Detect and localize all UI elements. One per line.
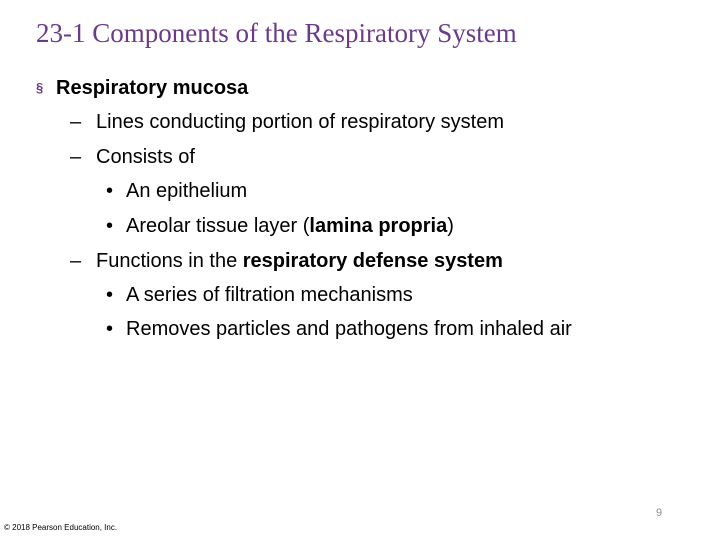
- dash-bullet-icon: –: [70, 111, 82, 133]
- dot-bullet-icon: •: [106, 180, 114, 202]
- sub-bullet-1-text: Lines conducting portion of respiratory system: [96, 111, 504, 133]
- sub-sub-bullet-epithelium: [106, 179, 247, 203]
- sub-sub-bullet-text: An epithelium: [126, 180, 248, 202]
- sub-sub-bullet-text: A series of filtration mechanisms: [126, 284, 413, 306]
- sub-bullet-3: [70, 249, 503, 273]
- lamina-propria-term: lamina propria: [309, 215, 448, 237]
- dash-bullet-icon: –: [70, 146, 82, 168]
- main-bullet-text: Respiratory mucosa: [56, 77, 249, 99]
- sub-bullet-1: [70, 110, 504, 134]
- slide-title: 23-1 Components of the Respiratory System: [36, 18, 517, 48]
- sub-sub-bullet-removes: [106, 317, 572, 341]
- sub-bullet-2: [70, 145, 195, 169]
- dot-bullet-icon: •: [106, 318, 114, 340]
- slide-number: 9: [656, 507, 663, 519]
- sub-bullet-3-text: Functions in the: [96, 250, 243, 272]
- areolar-text-end: ): [447, 215, 454, 237]
- main-bullet: [36, 76, 248, 100]
- sub-bullet-2-text: Consists of: [96, 146, 195, 168]
- areolar-text: Areolar tissue layer (: [126, 215, 310, 237]
- copyright-notice: © 2018 Pearson Education, Inc.: [4, 523, 118, 532]
- dot-bullet-icon: •: [106, 215, 114, 237]
- respiratory-defense-system-term: respiratory defense system: [242, 250, 503, 272]
- dash-bullet-icon: –: [70, 250, 82, 272]
- square-bullet-icon: §: [36, 80, 44, 95]
- sub-sub-bullet-filtration: [106, 283, 413, 307]
- dot-bullet-icon: •: [106, 284, 114, 306]
- sub-sub-bullet-areolar: [106, 214, 454, 238]
- sub-sub-bullet-text: Removes particles and pathogens from inhaled air: [126, 318, 572, 340]
